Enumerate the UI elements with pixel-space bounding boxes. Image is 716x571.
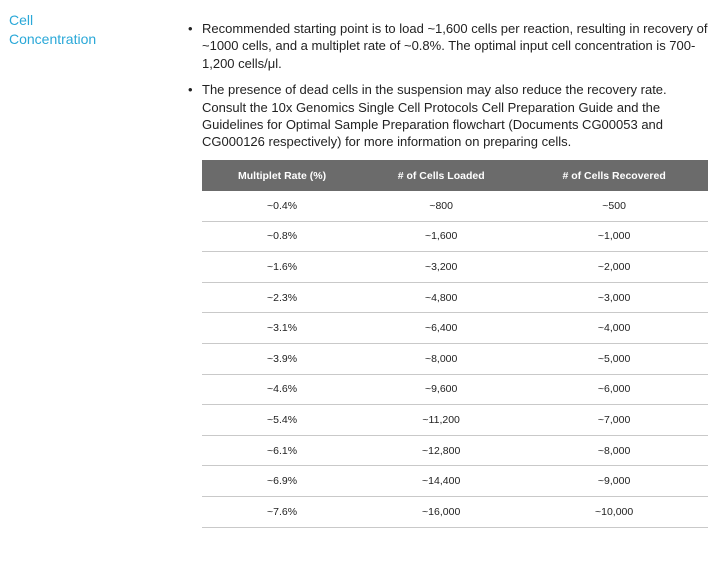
bullet-text: Recommended starting point is to load ~1,600 cells per reaction, resulting in recovery of ~1000 cells, and a multiplet rate of ~0.8%. The optimal input cell concentration is 700-1,200 cells/μl. <box>202 21 708 71</box>
cell-cells-recovered: ~7,000 <box>520 405 708 436</box>
cell-cells-loaded: ~6,400 <box>362 313 520 344</box>
cell-cells-loaded: ~14,400 <box>362 466 520 497</box>
section-heading-line: Cell <box>9 12 34 28</box>
cell-cells-loaded: ~16,000 <box>362 496 520 527</box>
cell-cells-recovered: ~500 <box>520 191 708 221</box>
table-row <box>202 496 708 527</box>
cell-multiplet-rate: ~3.9% <box>202 343 362 374</box>
cell-multiplet-rate: ~0.8% <box>202 221 362 252</box>
cell-cells-loaded: ~8,000 <box>362 343 520 374</box>
cell-cells-recovered: ~10,000 <box>520 496 708 527</box>
bullet-marker: • <box>188 21 193 36</box>
cell-multiplet-rate: ~4.6% <box>202 374 362 405</box>
cell-cells-recovered: ~4,000 <box>520 313 708 344</box>
bullet-item <box>188 20 708 72</box>
cell-cells-recovered: ~3,000 <box>520 282 708 313</box>
table-row <box>202 221 708 252</box>
cell-cells-recovered: ~8,000 <box>520 435 708 466</box>
section-heading-line: Concentration <box>9 31 97 47</box>
cell-cells-loaded: ~3,200 <box>362 252 520 283</box>
table-header-row <box>202 160 708 191</box>
cell-multiplet-rate: ~5.4% <box>202 405 362 436</box>
cell-cells-recovered: ~9,000 <box>520 466 708 497</box>
multiplet-rate-table <box>202 160 708 528</box>
table-row <box>202 374 708 405</box>
cell-cells-loaded: ~1,600 <box>362 221 520 252</box>
cell-multiplet-rate: ~0.4% <box>202 191 362 221</box>
column-header-multiplet-rate: Multiplet Rate (%) <box>202 160 362 191</box>
cell-cells-recovered: ~6,000 <box>520 374 708 405</box>
cell-cells-loaded: ~12,800 <box>362 435 520 466</box>
table-row <box>202 252 708 283</box>
column-header-cells-recovered: # of Cells Recovered <box>520 160 708 191</box>
table-row <box>202 313 708 344</box>
table-row <box>202 282 708 313</box>
cell-cells-loaded: ~4,800 <box>362 282 520 313</box>
cell-multiplet-rate: ~6.1% <box>202 435 362 466</box>
cell-multiplet-rate: ~6.9% <box>202 466 362 497</box>
column-header-cells-loaded: # of Cells Loaded <box>362 160 520 191</box>
cell-cells-loaded: ~11,200 <box>362 405 520 436</box>
bullet-item <box>188 81 708 151</box>
section-heading <box>9 11 159 49</box>
bullet-text: The presence of dead cells in the suspension may also reduce the recovery rate. Consult the 10x Genomics Single Cell Protocols Cell Preparation Guide and the Guidelines for Optimal Sample Preparation flowchart (Documents CG00053 and CG000126 respectively) for more information on preparing cells. <box>202 82 667 150</box>
bullet-marker: • <box>188 82 193 98</box>
cell-cells-recovered: ~1,000 <box>520 221 708 252</box>
cell-cells-loaded: ~9,600 <box>362 374 520 405</box>
table-row <box>202 466 708 497</box>
cell-multiplet-rate: ~7.6% <box>202 496 362 527</box>
cell-multiplet-rate: ~2.3% <box>202 282 362 313</box>
bullet-list <box>188 20 708 160</box>
cell-cells-loaded: ~800 <box>362 191 520 221</box>
cell-multiplet-rate: ~3.1% <box>202 313 362 344</box>
table-row <box>202 191 708 221</box>
cell-cells-recovered: ~5,000 <box>520 343 708 374</box>
table-row <box>202 435 708 466</box>
cell-cells-recovered: ~2,000 <box>520 252 708 283</box>
table-row <box>202 405 708 436</box>
cell-multiplet-rate: ~1.6% <box>202 252 362 283</box>
table-row <box>202 343 708 374</box>
